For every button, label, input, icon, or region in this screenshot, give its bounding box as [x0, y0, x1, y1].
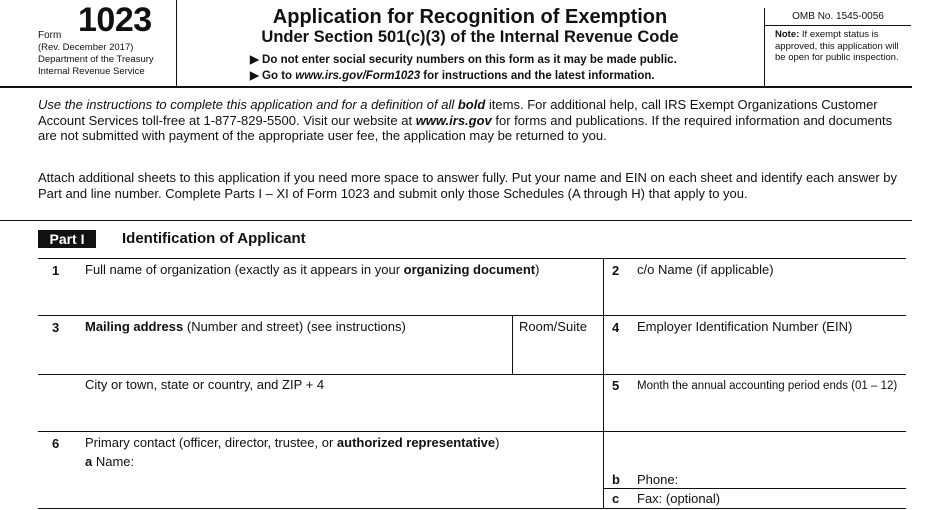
form-number: 1023 — [78, 1, 152, 39]
f3-bold: Mailing address — [85, 319, 184, 334]
room-suite-divider — [512, 315, 513, 374]
note-label: Note: — [775, 29, 800, 40]
accounting-period-field[interactable] — [637, 395, 902, 428]
bullet2-prefix: ▶ Go to — [250, 70, 296, 82]
fax-field[interactable] — [740, 490, 902, 507]
line-6a-label — [85, 454, 134, 470]
f6-text-b: ) — [495, 435, 500, 450]
city-state-zip-field[interactable] — [85, 395, 597, 428]
line-6a-text: Name: — [92, 454, 135, 469]
city-label: City or town, state or country, and ZIP + 4 — [85, 377, 325, 392]
room-suite-field[interactable] — [516, 337, 600, 371]
grid-divider-vertical — [603, 258, 604, 508]
instr-text-b: items. For additional help, call IRS Exempt Organizations Customer Account Services toll-free at 1-877-829-5500. Visit our website at — [38, 97, 878, 128]
bullet2-suffix: for instructions and the latest information. — [420, 70, 655, 82]
header-rule — [0, 86, 912, 88]
organization-name-field[interactable] — [85, 280, 597, 312]
line-4-number: 4 — [612, 320, 620, 335]
contact-name-field[interactable] — [130, 452, 598, 504]
note-text: If exempt status is approved, this application will be open for public inspection. — [775, 29, 899, 63]
f3-rest: (Number and street) (see instructions) — [183, 319, 406, 334]
grid-line-row3 — [38, 374, 906, 375]
line-6b-letter: b — [612, 472, 620, 487]
omb-number: OMB No. 1545-0056 — [765, 11, 911, 26]
grid-line-row2 — [38, 315, 906, 316]
instr-text-c: for forms and publications. If the required information and documents are not submitted with payment of the appropriate user fee, the application may be returned to you. — [38, 112, 893, 143]
department-name: Department of the Treasury — [38, 54, 154, 65]
line-4-label: Employer Identification Number (EIN) — [637, 319, 853, 334]
f6-text-a: Primary contact (officer, director, trustee, or — [85, 435, 337, 450]
f1-text-b: ) — [535, 262, 540, 277]
line-6-number: 6 — [52, 436, 60, 451]
instr-text-a: Use the instructions to complete this application and for a definition of all — [38, 97, 458, 112]
mailing-address-field[interactable] — [85, 337, 508, 371]
irs-website-link[interactable]: www.irs.gov — [415, 112, 492, 128]
line-6b-label: Phone: — [637, 472, 679, 487]
line-2-number: 2 — [612, 263, 620, 278]
form-subtitle: Under Section 501(c)(3) of the Internal Revenue Code — [261, 28, 679, 46]
instructions-paragraph — [38, 97, 910, 144]
ssn-warning: ▶ Do not enter social security numbers on this form as it may be made public. — [250, 54, 677, 66]
part-rule — [0, 220, 912, 221]
agency-name: Internal Revenue Service — [38, 66, 145, 77]
f6-bold: authorized representative — [336, 435, 496, 450]
form-title-block — [178, 0, 762, 86]
attach-sheets-paragraph: Attach additional sheets to this application if you need more space to answer fully. Put your name and EIN on each sheet and identify each answer by Part and line number. Complete Parts I – XI of Form 1023 and submit only those Schedules (A through H) that apply to you. — [38, 170, 897, 201]
line-6a-letter: a — [85, 454, 93, 469]
line-6-label — [85, 435, 600, 451]
form-instructions-link[interactable]: www.irs.gov/Form1023 — [295, 70, 421, 82]
f1-text-a: Full name of organization (exactly as it appears in your — [85, 262, 404, 277]
grid-line-phone — [603, 488, 906, 489]
line-6c-label: Fax: (optional) — [637, 491, 721, 506]
public-inspection-note — [775, 29, 907, 64]
room-suite-label: Room/Suite — [519, 319, 587, 334]
grid-line-row4 — [38, 431, 906, 432]
instr-bold-word: bold — [457, 97, 486, 112]
omb-box — [764, 8, 911, 86]
f1-bold: organizing document — [403, 262, 536, 277]
revision-date: (Rev. December 2017) — [38, 42, 134, 53]
line-5-label: Month the annual accounting period ends (01 – 12) — [637, 380, 898, 392]
line-3-number: 3 — [52, 320, 60, 335]
form-revision-block — [38, 42, 154, 78]
ein-field[interactable] — [637, 337, 902, 371]
line-1-label — [85, 262, 600, 278]
instructions-link-line — [250, 68, 655, 82]
form-word: Form — [38, 30, 62, 41]
line-1-number: 1 — [52, 263, 60, 278]
phone-field[interactable] — [685, 470, 902, 487]
line-5-number: 5 — [612, 378, 620, 393]
grid-line-top — [38, 258, 906, 259]
line-2-label: c/o Name (if applicable) — [637, 262, 774, 277]
co-name-field[interactable] — [637, 280, 902, 312]
part-title: Identification of Applicant — [122, 230, 306, 247]
form-title: Application for Recognition of Exemption — [272, 6, 668, 28]
line-3-label — [85, 319, 510, 335]
part-badge: Part I — [38, 230, 96, 248]
line-6c-letter: c — [612, 491, 620, 506]
grid-line-bottom — [38, 508, 906, 509]
